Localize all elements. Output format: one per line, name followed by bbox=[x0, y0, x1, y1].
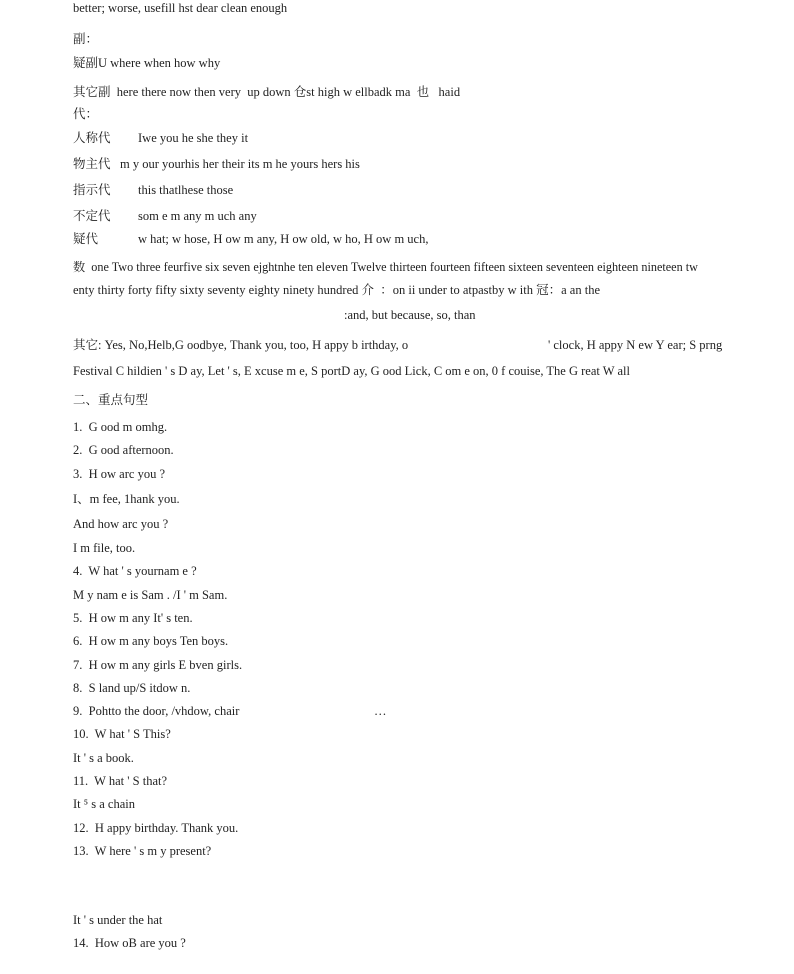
pronoun-label: 疑代 bbox=[73, 232, 99, 246]
numerals-line-1: 数 one Two three feurfive six seven ejghtnhe ten eleven Twelve thirteen fourteen fifteen sixteen seventeen eighteen nineteen tw bbox=[73, 260, 698, 274]
other-adverbs: 其它副 here there now then very up down 仓st high w ellbadk ma 也 haid bbox=[73, 85, 461, 99]
sentence: 7. H ow m any girls E bven girls. bbox=[73, 658, 243, 672]
pronoun-value: w hat; w hose, H ow m any, H ow old, w ho, H ow m uch, bbox=[138, 232, 429, 246]
pronoun-value: Iwe you he she they it bbox=[138, 131, 249, 145]
sentence: I、m fee, 1hank you. bbox=[73, 492, 180, 506]
sentence: 13. W here ' s m y present? bbox=[73, 844, 212, 858]
sentence: 11. W hat ' S that? bbox=[73, 774, 168, 788]
pronoun-label: 人称代 bbox=[73, 131, 111, 145]
sentence: 2. G ood afternoon. bbox=[73, 443, 174, 457]
pronouns-heading: 代： bbox=[73, 107, 99, 121]
sentence: 14. How oB are you ? bbox=[73, 936, 186, 950]
sentence: 9. Pohtto the door, /vhdow, chair bbox=[73, 704, 240, 718]
section-title: 二、重点句型 bbox=[73, 393, 149, 407]
sentence: 10. W hat ' S This? bbox=[73, 727, 171, 741]
sentence: It ' s under the hat bbox=[73, 913, 163, 927]
pronoun-value: this thatlhese those bbox=[138, 183, 234, 197]
sentence: It ' s a book. bbox=[73, 751, 134, 765]
sentence: 6. H ow m any boys Ten boys. bbox=[73, 634, 229, 648]
top-line: better; worse, usefill hst dear clean enough bbox=[73, 1, 288, 15]
adverbs-heading: 副： bbox=[73, 32, 99, 46]
sentence: M y nam e is Sam . /I ' m Sam. bbox=[73, 588, 228, 602]
pronoun-value: som e m any m uch any bbox=[138, 209, 257, 223]
pronoun-label: 指示代 bbox=[73, 183, 111, 197]
others-line-1b: ' clock, H appy N ew Y ear; S prng bbox=[548, 338, 723, 352]
sentence: And how arc you ? bbox=[73, 517, 169, 531]
sentence: 3. H ow arc you ? bbox=[73, 467, 165, 481]
ellipsis: … bbox=[374, 704, 387, 718]
sentence: 8. S land up/S itdow n. bbox=[73, 681, 191, 695]
sentence: I m file, too. bbox=[73, 541, 136, 555]
sentence: 1. G ood m omhg. bbox=[73, 420, 168, 434]
pronoun-value: m y our yourhis her their its m he yours hers his bbox=[120, 157, 360, 171]
pronoun-label: 物主代 bbox=[73, 157, 111, 171]
numerals-line-2: enty thirty forty fifty sixty seventy eighty ninety hundred 介 ：on ii under to atpastby w ith 冠：a an the bbox=[73, 283, 600, 297]
sentence: 5. H ow m any It' s ten. bbox=[73, 611, 193, 625]
others-line-1a: 其它: Yes, No,Helb,G oodbye, Thank you, too, H appy b irthday, o bbox=[73, 338, 409, 352]
sentence: 4. W hat ' s yournam e ? bbox=[73, 564, 197, 578]
sentence: It ⁵ s a chain bbox=[73, 797, 135, 811]
pronoun-label: 不定代 bbox=[73, 209, 111, 223]
interrogative-adverbs: 疑副U where when how why bbox=[73, 56, 221, 70]
others-line-2: Festival C hildien ' s D ay, Let ' s, E xcuse m e, S portD ay, G ood Lick, C om e on, 0 f couise, The G reat W all bbox=[73, 364, 630, 378]
sentence: 12. H appy birthday. Thank you. bbox=[73, 821, 239, 835]
conjunctions: :and, but because, so, than bbox=[344, 308, 476, 322]
